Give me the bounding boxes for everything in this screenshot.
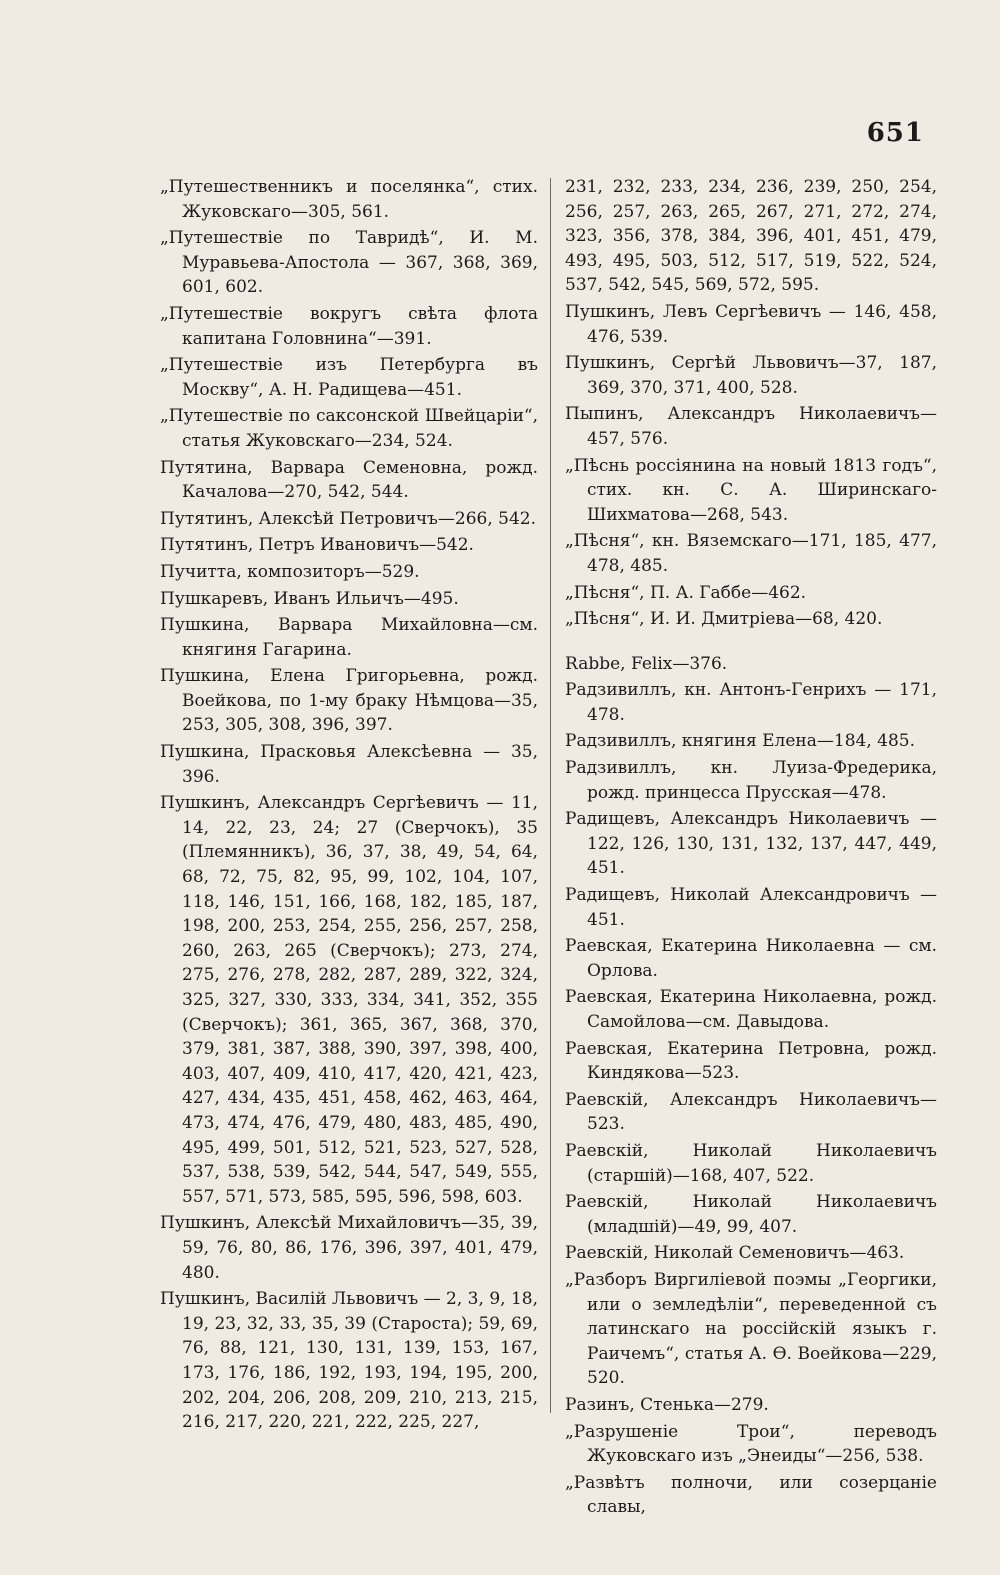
index-entry: Радзивиллъ, кн. Антонъ-Генрихъ — 171, 478. [565, 680, 937, 725]
index-entry: „Путешествіе изъ Петербурга въ Москву“, А. Н. Радищева—451. [160, 355, 538, 400]
index-entry: Радищевъ, Николай Александровичъ — 451. [565, 885, 937, 930]
index-entry: Пушкина, Елена Григорьевна, рожд. Воейкова, по 1-му браку Нѣмцова—35, 253, 305, 308, 396, 397. [160, 666, 538, 736]
index-entry: Пушкинъ, Алексѣй Михайловичъ—35, 39, 59, 76, 80, 86, 176, 396, 397, 401, 479, 480. [160, 1213, 538, 1283]
index-entry: Раевскій, Николай Николаевичъ (старшій)—168, 407, 522. [565, 1140, 937, 1186]
index-entry: Пушкинъ, Александръ Сергѣевичъ — 11, 14, 22, 23, 24; 27 (Сверчокъ), 35 (Племянникъ), 36, 37, 38, 49, 54, 64, 68, 72, 75, 82, 95, 99, 102, 104, 107, 118, 146, 151, 166, 168, 182, 185, 187, 198, 200, 253, 254, 255, 256, 257, 258, 260, 263, 265 (Сверчокъ); 273, 274, 275, 276, 278, 282, 287, 289, 322, 324, 325, 327, 330, 333, 334, 341, 352, 355 (Сверчокъ); 361, 365, 367, 368, 370, 379, 381, 387, 388, 390, 397, 398, 400, 403, 407, 409, 410, 417, 420, 421, 423, 427, 434, 435, 451, 458, 462, 463, 464, 473, 474, 476, 479, 480, 483, 485, 490, 495, 499, 501, 512, 521, 523, 527, 528, 537, 538, 539, 542, 544, 547, 549, 555, 557, 571, 573, 585, 595, 596, 598, 603. [160, 793, 538, 1207]
index-entry: Пушкаревъ, Иванъ Ильичъ—495. [160, 588, 459, 609]
index-entry: Радзивиллъ, княгиня Елена—184, 485. [565, 731, 915, 752]
index-entry: „Путешествіе по саксонской Швейцаріи“, статья Жуковскаго—234, 524. [160, 406, 538, 451]
page-number: 651 [866, 118, 924, 148]
index-entry: „Путешествіе вокругъ свѣта флота капитана Головнина“—391. [160, 303, 538, 349]
index-entry: Пушкинъ, Сергѣй Львовичъ—37, 187, 369, 370, 371, 400, 528. [565, 353, 937, 398]
index-entry: Rabbe, Felix—376. [565, 653, 728, 674]
index-entry: Пушкина, Варвара Михайловна—см. княгиня Гагарина. [160, 615, 538, 660]
index-entry: Радзивиллъ, кн. Луиза-Фредерика, рожд. принцесса Прусская—478. [565, 758, 937, 803]
index-entry: Раевскій, Николай Семеновичъ—463. [565, 1243, 905, 1264]
index-entry: Раевская, Екатерина Николаевна, рожд. Самойлова—см. Давыдова. [565, 987, 937, 1032]
index-entry: „Развѣтъ полночи, или созерцаніе славы, [565, 1472, 937, 1518]
index-entry: Пушкина, Прасковья Алексѣевна — 35, 396. [160, 742, 538, 787]
left-column [160, 175, 538, 1437]
index-entry: Раевская, Екатерина Николаевна — см. Орлова. [565, 936, 937, 981]
index-entry: „Путешественникъ и поселянка“, стих. Жуковскаго—305, 561. [160, 177, 538, 222]
index-entry: Радищевъ, Александръ Николаевичъ — 122, 126, 130, 131, 132, 137, 447, 449, 451. [565, 809, 937, 879]
index-entry: „Путешествіе по Тавридѣ“, И. М. Муравьева-Апостола — 367, 368, 369, 601, 602. [160, 228, 538, 298]
section-gap [565, 634, 937, 652]
index-entry: Разинъ, Стенька—279. [565, 1394, 769, 1415]
index-entry: „Разборъ Виргиліевой поэмы „Георгики, или о земледѣліи“, переведенной съ латинскаго на россійскій языкъ г. Раичемъ“, статья А. Ѳ. Воейкова—229, 520. [565, 1269, 937, 1389]
index-entry: Путятинъ, Алексѣй Петровичъ—266, 542. [160, 508, 536, 529]
index-entry: „Пѣсня“, П. А. Габбе—462. [565, 582, 807, 603]
index-entry: „Пѣснь россіянина на новый 1813 годъ“, стих. кн. С. А. Ширинскаго-Шихматова—268, 543. [565, 455, 937, 525]
column-divider [550, 178, 551, 1413]
index-entry: Пушкинъ, Василій Львовичъ — 2, 3, 9, 18, 19, 23, 32, 33, 35, 39 (Староста); 59, 69, 76, 88, 121, 130, 131, 139, 153, 167, 173, 176, 186, 192, 193, 194, 195, 200, 202, 204, 206, 208, 209, 210, 213, 215, 216, 217, 220, 221, 222, 225, 227, [160, 1289, 538, 1433]
index-entry: „Пѣсня“, кн. Вяземскаго—171, 185, 477, 478, 485. [565, 531, 937, 576]
index-entry: Раевская, Екатерина Петровна, рожд. Киндякова—523. [565, 1038, 937, 1084]
index-entry: Путятинъ, Петръ Ивановичъ—542. [160, 535, 474, 556]
index-entry: Путятина, Варвара Семеновна, рожд. Качалова—270, 542, 544. [160, 457, 538, 503]
right-column [565, 175, 937, 1522]
index-entry: Пушкинъ, Левъ Сергѣевичъ — 146, 458, 476, 539. [565, 301, 937, 347]
index-entry: „Разрушеніе Трои“, переводъ Жуковскаго изъ „Энеиды“—256, 538. [565, 1421, 937, 1467]
index-entry: Пучитта, композиторъ—529. [160, 561, 420, 582]
index-entry-continuation: 231, 232, 233, 234, 236, 239, 250, 254, 256, 257, 263, 265, 267, 271, 272, 274, 323, 356, 378, 384, 396, 401, 451, 479, 493, 495, 503, 512, 517, 519, 522, 524, 537, 542, 545, 569, 572, 595. [565, 177, 937, 296]
index-entry: Раевскій, Александръ Николаевичъ—523. [565, 1089, 937, 1135]
index-entry: Пыпинъ, Александръ Николаевичъ—457, 576. [565, 404, 937, 449]
index-entry: „Пѣсня“, И. И. Дмитріева—68, 420. [565, 609, 883, 630]
index-entry: Раевскій, Николай Николаевичъ (младшій)—49, 99, 407. [565, 1192, 937, 1237]
